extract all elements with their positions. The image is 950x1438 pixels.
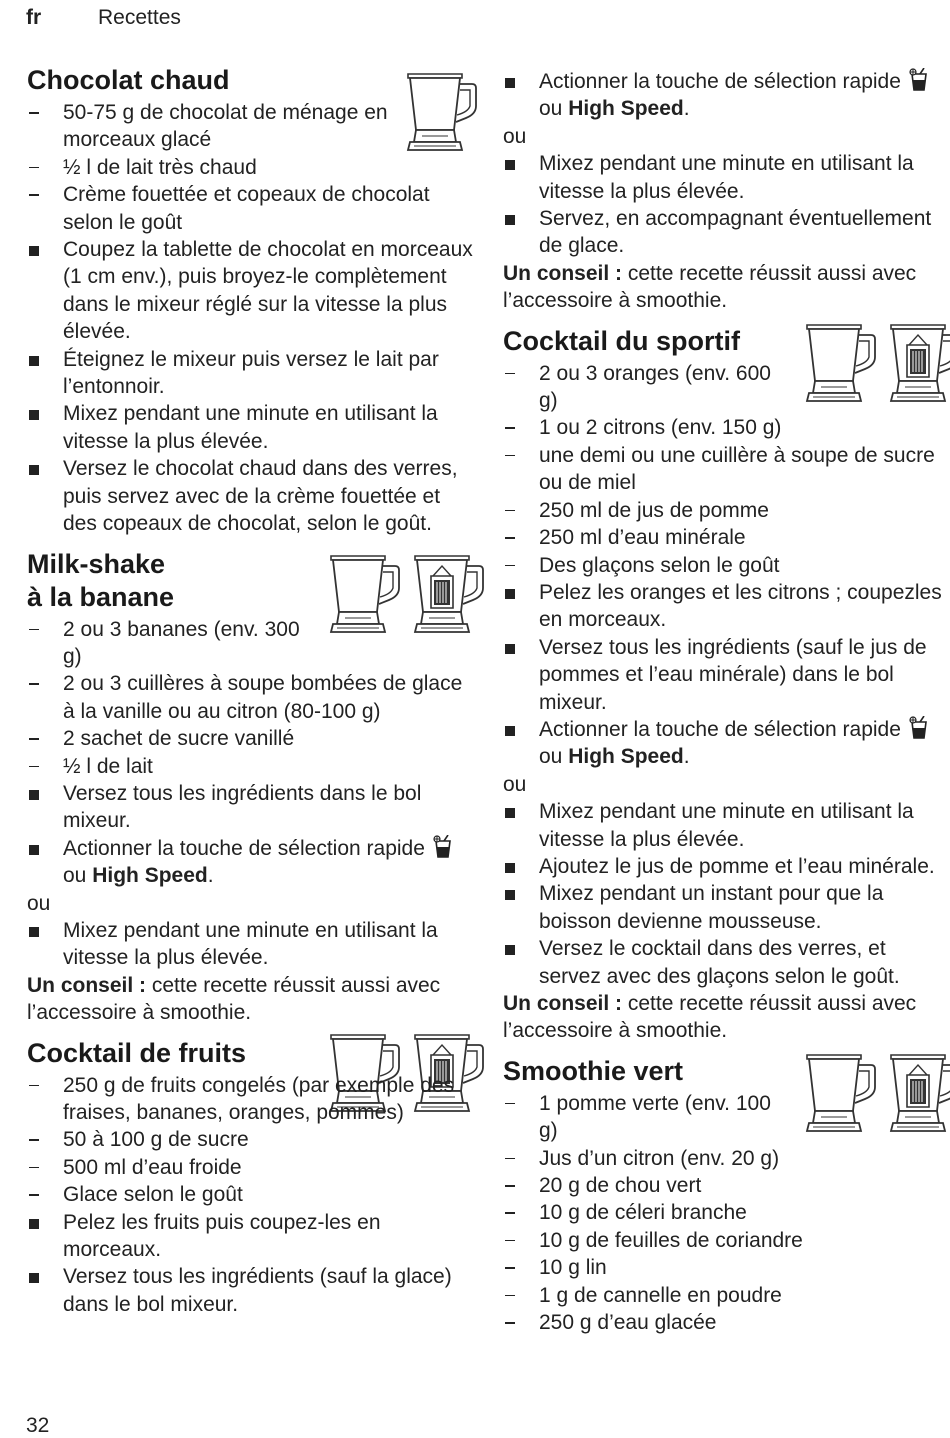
ingredient: 50-75 g de chocolat de ménage en morceaux glacé: [63, 101, 388, 152]
step-list: [503, 68, 950, 123]
ingredient: Jus d’un citron (env. 20 g): [539, 1146, 780, 1170]
ingredient: ½ l de lait très chaud: [63, 155, 257, 179]
step: Actionner la touche de sélection rapideou High Speed.: [27, 835, 479, 890]
left-column: [27, 64, 479, 1318]
recipe-cocktail-de-fruits: [27, 1037, 479, 1319]
step: Mixez pendant un instant pour que la boisson devienne mousseuse.: [539, 882, 884, 933]
step-list: [503, 150, 950, 260]
step-list: [27, 917, 479, 972]
ingredient: 2 ou 3 oranges (env. 600 g): [539, 361, 771, 413]
ingredient: 2 ou 3 cuillères à soupe bombées de glace à la vanille ou au citron (80-100 g): [63, 672, 463, 723]
ingredient: Des glaçons selon le goût: [539, 553, 780, 577]
step: Coupez la tablette de chocolat en morceaux (1 cm env.), puis broyez-le complètement dans le mixeur réglé sur la vitesse la plus élevée.: [63, 238, 473, 344]
recipe-cocktail-du-sportif: [503, 325, 950, 1045]
ingredient: 2 ou 3 bananes (env. 300 g): [63, 617, 300, 668]
ingredient: 1 ou 2 citrons (env. 150 g): [539, 416, 782, 440]
ingredient: Glace selon le goût: [63, 1183, 243, 1207]
step: Versez tous les ingrédients (sauf la glace) dans le bol mixeur.: [63, 1265, 452, 1316]
step: Mixez pendant une minute en utilisant la vitesse la plus élevée.: [539, 152, 914, 203]
step: Mixez pendant une minute en utilisant la vitesse la plus élevée.: [63, 402, 438, 453]
recipe-title: Milk-shake à la banane: [27, 548, 175, 612]
ingredient: 20 g de chou vert: [539, 1174, 702, 1198]
page-header: [26, 6, 181, 30]
recipe-chocolat-chaud: [27, 64, 479, 538]
ingredient-list: [27, 616, 479, 890]
recipe-title: Cocktail de fruits: [27, 1037, 247, 1068]
step: Versez tous les ingrédients dans le bol mixeur.: [63, 781, 422, 833]
or-text: ou: [503, 124, 527, 148]
ingredient: Crème fouettée et copeaux de chocolat selon le goût: [63, 183, 430, 234]
tip: Un conseil : cette recette réussit aussi avec l’accessoire à smoothie.: [503, 261, 917, 313]
tip: Un conseil : cette recette réussit aussi avec l’accessoire à smoothie.: [503, 992, 917, 1043]
ingredient: 10 g de feuilles de coriandre: [539, 1228, 803, 1252]
step: Actionner la touche de sélection rapideou High Speed.: [503, 716, 950, 771]
step: Pelez les oranges et les citrons ; coupezles en morceaux.: [539, 580, 942, 632]
step: Versez le chocolat chaud dans des verres, puis servez avec de la crème fouettée et des copeaux de chocolat, selon le goût.: [63, 457, 458, 536]
page-number: 32: [26, 1414, 50, 1437]
step: Actionner la touche de sélection rapideou High Speed.: [503, 68, 950, 123]
ingredient: 250 g d’eau glacée: [539, 1311, 717, 1335]
step: Mixez pendant une minute en utilisant la vitesse la plus élevée.: [539, 800, 914, 851]
right-column: [503, 68, 950, 1336]
ingredient: une demi ou une cuillère à soupe de sucre ou de miel: [539, 443, 935, 495]
ingredient: 1 g de cannelle en poudre: [539, 1283, 782, 1307]
ingredient: 2 sachet de sucre vanillé: [63, 727, 295, 751]
ingredient-list: [503, 360, 950, 771]
recipe-cocktail-de-fruits-continued: [503, 68, 950, 315]
or-text: ou: [503, 772, 527, 796]
smoothie-glass-icon: [909, 68, 929, 92]
ingredient: 50 à 100 g de sucre: [63, 1128, 249, 1152]
ingredient-list: [503, 1090, 950, 1337]
tip: Un conseil : cette recette réussit aussi avec l’accessoire à smoothie.: [27, 973, 441, 1025]
ingredient: 250 ml d’eau minérale: [539, 526, 746, 550]
ingredient: ½ l de lait: [63, 754, 153, 778]
recipe-title: Chocolat chaud: [27, 65, 230, 95]
recipe-title: Cocktail du sportif: [503, 325, 741, 356]
step-list: [503, 798, 950, 990]
ingredient: 250 g de fruits congelés (par exemple des fraises, bananes, oranges, pommes): [63, 1073, 455, 1124]
recipe-milk-shake: [27, 548, 479, 1027]
step: Ajoutez le jus de pomme et l’eau minérale.: [539, 854, 935, 878]
recipe-smoothie-vert: [503, 1055, 950, 1337]
step: Éteignez le mixeur puis versez le lait par l’entonnoir.: [63, 347, 439, 399]
recipe-title: Smoothie vert: [503, 1055, 684, 1086]
or-text: ou: [27, 891, 51, 915]
step: Versez le cocktail dans des verres, et servez avec des glaçons selon le goût.: [539, 937, 900, 988]
ingredient-list: [27, 1072, 479, 1319]
language-code: fr: [26, 6, 42, 29]
smoothie-glass-icon: [909, 716, 929, 740]
smoothie-glass-icon: [433, 835, 453, 859]
step: Pelez les fruits puis coupez-les en morceaux.: [63, 1210, 381, 1262]
step: Mixez pendant une minute en utilisant la vitesse la plus élevée.: [63, 918, 438, 970]
step: Servez, en accompagnant éventuellement de glace.: [539, 207, 932, 258]
step: Versez tous les ingrédients (sauf le jus de pommes et l’eau minérale) dans le bol mixeur.: [539, 635, 927, 714]
ingredient: 250 ml de jus de pomme: [539, 498, 769, 522]
ingredient-list: [27, 99, 479, 538]
ingredient: 1 pomme verte (env. 100 g): [539, 1091, 771, 1143]
ingredient: 500 ml d’eau froide: [63, 1155, 242, 1179]
ingredient: 10 g lin: [539, 1256, 607, 1280]
section-title: Recettes: [98, 6, 181, 29]
ingredient: 10 g de céleri branche: [539, 1201, 747, 1225]
